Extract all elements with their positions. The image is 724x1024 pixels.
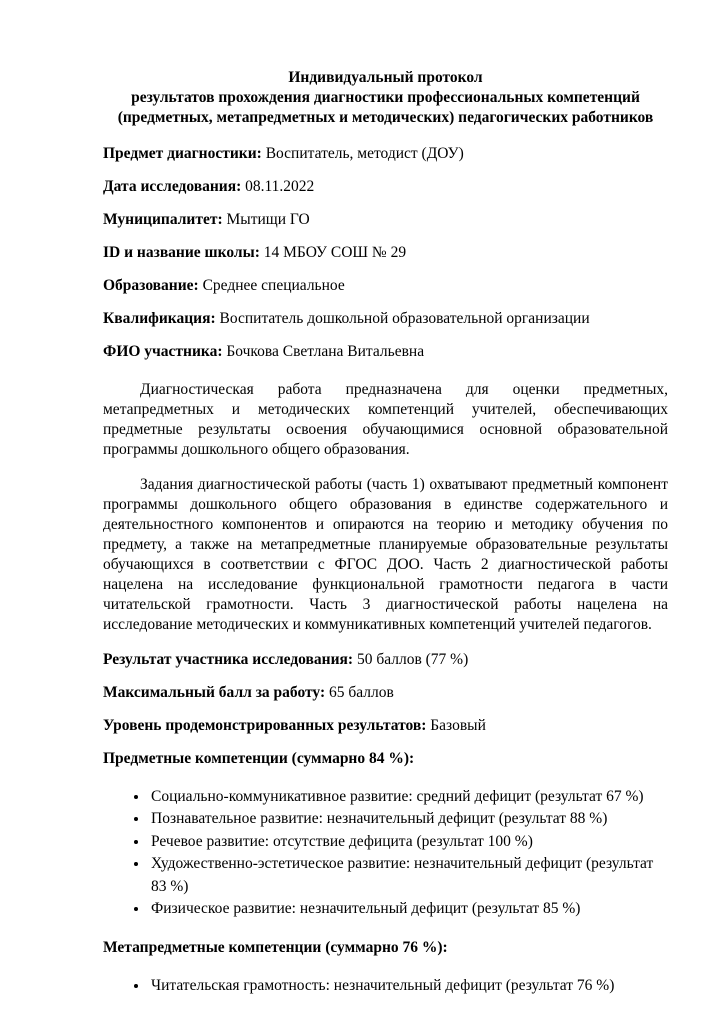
field-label: Образование: [103, 277, 199, 294]
description-paragraphs [103, 380, 668, 635]
field-value: Воспитатель дошкольной образовательной организации [219, 310, 590, 327]
field-research-date [103, 177, 668, 197]
field-education [103, 276, 668, 296]
field-result-level [103, 716, 668, 736]
list-item-speech: • Речевое развитие: отсутствие дефицита (результат 100 %) [149, 831, 668, 853]
field-label: Результат участника исследования: [103, 651, 354, 668]
field-diagnostic-subject [103, 144, 668, 164]
field-value: Бочкова Светлана Витальевна [226, 343, 425, 360]
field-label: Максимальный балл за работу: [103, 684, 326, 701]
field-label: Уровень продемонстрированных результатов: [103, 717, 427, 734]
list-item-artistic-aesthetic: • Художественно-эстетическое развитие: незначительный дефицит (результат 83 %) [149, 853, 668, 898]
field-label: ФИО участника: [103, 343, 223, 360]
subject-competencies-list [103, 786, 668, 920]
field-label: Дата исследования: [103, 178, 242, 195]
document-title-line-2: результатов прохождения диагностики профессиональных компетенций [131, 89, 640, 106]
field-value: Базовый [430, 717, 486, 734]
list-item-cognitive: • Познавательное развитие: незначительный дефицит (результат 88 %) [149, 808, 668, 830]
field-label: Муниципалитет: [103, 211, 223, 228]
paragraph-work-structure: Задания диагностической работы (часть 1) охватывают предметный компонент программы дошкольного общего образования в единстве содержательного и деятельностного компонентов и опираются на теорию и методику обучения по предмету, а также на метапредметные планируемые образовательные результаты обучающихся в соответствии с ФГОС ДОО. Часть 2 диагностической работы нацелена на исследование функциональной грамотности педагога в части читательской грамотности. Часть 3 диагностической работы нацелена на исследование методических и коммуникативных компетенций учителей педагогов. [103, 476, 668, 633]
document-title [103, 68, 668, 128]
field-value: 08.11.2022 [245, 178, 315, 195]
field-label: Предмет диагностики: [103, 145, 262, 162]
subject-competencies-heading: Предметные компетенции (суммарно 84 %): [103, 750, 415, 767]
list-item-reading-literacy: • Читательская грамотность: незначительный дефицит (результат 76 %) [149, 975, 668, 997]
document-title-line-1: Индивидуальный протокол [288, 69, 483, 86]
field-participant-name [103, 342, 668, 362]
field-participant-result [103, 650, 668, 670]
field-label: ID и название школы: [103, 244, 260, 261]
field-value: 14 МБОУ СОШ № 29 [263, 244, 407, 261]
field-value: Воспитатель, методист (ДОУ) [265, 145, 464, 162]
list-item-physical: • Физическое развитие: незначительный дефицит (результат 85 %) [149, 898, 668, 920]
field-school-id-name [103, 243, 668, 263]
document-title-line-3: (предметных, метапредметных и методических) педагогических работников [117, 109, 654, 126]
field-value: Среднее специальное [202, 277, 345, 294]
field-municipality [103, 210, 668, 230]
paragraph-work-purpose: Диагностическая работа предназначена для оценки предметных, метапредметных и методических компетенций учителей, обеспечивающих предметные результаты освоения обучающимися основной образовательной программы дошкольного общего образования. [103, 381, 668, 458]
field-qualification [103, 309, 668, 329]
field-label: Квалификация: [103, 310, 216, 327]
meta-competencies-heading: Метапредметные компетенции (суммарно 76 %): [103, 939, 448, 957]
list-item-social-communicative: • Социально-коммуникативное развитие: средний дефицит (результат 67 %) [149, 786, 668, 808]
field-value: Мытищи ГО [226, 211, 310, 228]
meta-competencies-list [103, 975, 668, 997]
field-value: 65 баллов [329, 684, 394, 701]
field-value: 50 баллов (77 %) [356, 651, 469, 668]
field-max-score [103, 683, 668, 703]
